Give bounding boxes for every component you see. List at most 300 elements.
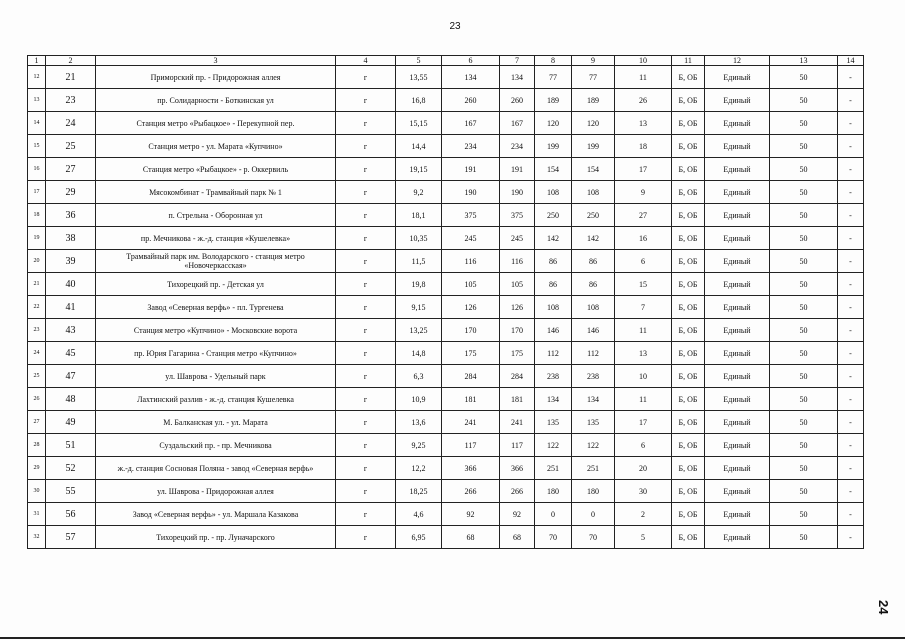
table-row xyxy=(28,319,864,342)
table-cell: 27 xyxy=(46,158,96,181)
table-cell: 142 xyxy=(535,227,572,250)
table-cell: Б, ОБ xyxy=(672,503,705,526)
table-cell: 18,1 xyxy=(396,204,442,227)
table-cell: 21 xyxy=(28,273,46,296)
table-cell: Б, ОБ xyxy=(672,89,705,112)
table-cell: Б, ОБ xyxy=(672,135,705,158)
table-cell: 6,3 xyxy=(396,365,442,388)
table-cell: 86 xyxy=(535,273,572,296)
table-cell: 266 xyxy=(500,480,535,503)
table-cell: 15,15 xyxy=(396,112,442,135)
table-cell: 5 xyxy=(615,526,672,549)
table-cell: 50 xyxy=(770,480,838,503)
table-cell: Единый xyxy=(705,457,770,480)
table-cell: г xyxy=(336,480,396,503)
table-cell: 23 xyxy=(28,319,46,342)
table-row xyxy=(28,158,864,181)
table-cell: 43 xyxy=(46,319,96,342)
table-cell: Тихорецкий пр. - Детская ул xyxy=(96,273,336,296)
table-cell: 86 xyxy=(572,250,615,273)
table-cell: 170 xyxy=(500,319,535,342)
table-cell: 21 xyxy=(46,66,96,89)
table-cell: 266 xyxy=(442,480,500,503)
table-cell: - xyxy=(838,319,864,342)
table-cell: 32 xyxy=(28,526,46,549)
table-cell: 260 xyxy=(500,89,535,112)
table-cell: г xyxy=(336,457,396,480)
table-cell: Б, ОБ xyxy=(672,181,705,204)
table-row xyxy=(28,411,864,434)
table-row xyxy=(28,342,864,365)
table-cell: г xyxy=(336,112,396,135)
table-cell: 135 xyxy=(572,411,615,434)
table-cell: - xyxy=(838,434,864,457)
table-cell: 284 xyxy=(500,365,535,388)
table-cell: г xyxy=(336,342,396,365)
table-cell: Б, ОБ xyxy=(672,480,705,503)
table-cell: 31 xyxy=(28,503,46,526)
table-cell: пр. Мечникова - ж.-д. станция «Кушелевка» xyxy=(96,227,336,250)
table-cell: - xyxy=(838,204,864,227)
table-cell: 47 xyxy=(46,365,96,388)
table-cell: 19,8 xyxy=(396,273,442,296)
column-number-row xyxy=(28,56,864,66)
table-cell: 375 xyxy=(442,204,500,227)
table-cell: Завод «Северная верфь» - пл. Тургенева xyxy=(96,296,336,319)
table-cell: - xyxy=(838,503,864,526)
table-cell: 50 xyxy=(770,296,838,319)
column-number-cell: 12 xyxy=(705,56,770,66)
table-cell: 13,25 xyxy=(396,319,442,342)
table-cell: 189 xyxy=(535,89,572,112)
table-cell: Завод «Северная верфь» - ул. Маршала Казакова xyxy=(96,503,336,526)
table-cell: г xyxy=(336,273,396,296)
table-cell: 51 xyxy=(46,434,96,457)
table-cell: Единый xyxy=(705,434,770,457)
table-cell: Б, ОБ xyxy=(672,388,705,411)
table-cell: 14,4 xyxy=(396,135,442,158)
table-cell: 11 xyxy=(615,66,672,89)
table-cell: 108 xyxy=(572,181,615,204)
table-cell: 77 xyxy=(535,66,572,89)
table-cell: 134 xyxy=(442,66,500,89)
table-cell: 116 xyxy=(500,250,535,273)
table-cell: 13 xyxy=(615,112,672,135)
table-cell: Б, ОБ xyxy=(672,273,705,296)
table-cell: 57 xyxy=(46,526,96,549)
table-cell: 11 xyxy=(615,319,672,342)
table-cell: 191 xyxy=(500,158,535,181)
table-cell: 234 xyxy=(500,135,535,158)
table-cell: 50 xyxy=(770,365,838,388)
table-cell: 50 xyxy=(770,434,838,457)
table-cell: г xyxy=(336,296,396,319)
table-cell: Б, ОБ xyxy=(672,66,705,89)
table-row xyxy=(28,66,864,89)
table-cell: 112 xyxy=(572,342,615,365)
table-cell: 175 xyxy=(500,342,535,365)
table-cell: 241 xyxy=(442,411,500,434)
table-cell: 50 xyxy=(770,135,838,158)
table-cell: 191 xyxy=(442,158,500,181)
table-row xyxy=(28,250,864,273)
table-cell: 92 xyxy=(442,503,500,526)
table-cell: 12,2 xyxy=(396,457,442,480)
table-cell: Единый xyxy=(705,89,770,112)
table-cell: Б, ОБ xyxy=(672,365,705,388)
table-cell: Единый xyxy=(705,112,770,135)
table-cell: Единый xyxy=(705,204,770,227)
table-cell: 190 xyxy=(500,181,535,204)
table-cell: 50 xyxy=(770,503,838,526)
table-cell: 167 xyxy=(500,112,535,135)
table-cell: 4,6 xyxy=(396,503,442,526)
table-cell: 29 xyxy=(46,181,96,204)
table-cell: - xyxy=(838,66,864,89)
table-cell: ул. Шаврова - Придорожная аллея xyxy=(96,480,336,503)
table-cell: 251 xyxy=(535,457,572,480)
table-cell: Единый xyxy=(705,319,770,342)
table-cell: 50 xyxy=(770,227,838,250)
table-cell: 175 xyxy=(442,342,500,365)
table-cell: 10,9 xyxy=(396,388,442,411)
table-cell: 116 xyxy=(442,250,500,273)
table-cell: г xyxy=(336,319,396,342)
table-cell: 13 xyxy=(615,342,672,365)
table-cell: 19 xyxy=(28,227,46,250)
table-cell: 26 xyxy=(615,89,672,112)
table-cell: 11,5 xyxy=(396,250,442,273)
table-cell: 180 xyxy=(572,480,615,503)
table-cell: 126 xyxy=(442,296,500,319)
table-cell: - xyxy=(838,112,864,135)
table-cell: 30 xyxy=(615,480,672,503)
table-cell: 181 xyxy=(442,388,500,411)
table-cell: Б, ОБ xyxy=(672,526,705,549)
table-cell: 70 xyxy=(535,526,572,549)
table-cell: - xyxy=(838,526,864,549)
table-cell: 55 xyxy=(46,480,96,503)
table-cell: Единый xyxy=(705,342,770,365)
table-cell: Б, ОБ xyxy=(672,204,705,227)
table-cell: г xyxy=(336,181,396,204)
table-cell: 134 xyxy=(572,388,615,411)
table-cell: 180 xyxy=(535,480,572,503)
column-number-cell: 14 xyxy=(838,56,864,66)
table-cell: 154 xyxy=(572,158,615,181)
column-number-cell: 5 xyxy=(396,56,442,66)
table-cell: 108 xyxy=(535,296,572,319)
table-cell: 68 xyxy=(442,526,500,549)
table-cell: 49 xyxy=(46,411,96,434)
table-cell: 120 xyxy=(572,112,615,135)
table-cell: - xyxy=(838,457,864,480)
table-cell: Станция метро «Рыбацкое» - р. Оккервиль xyxy=(96,158,336,181)
table-row xyxy=(28,388,864,411)
table-cell: Единый xyxy=(705,250,770,273)
table-cell: 50 xyxy=(770,526,838,549)
table-cell: 16 xyxy=(28,158,46,181)
table-cell: 170 xyxy=(442,319,500,342)
table-cell: 241 xyxy=(500,411,535,434)
table-cell: 50 xyxy=(770,66,838,89)
table-cell: - xyxy=(838,181,864,204)
table-cell: Единый xyxy=(705,503,770,526)
page-number: 23 xyxy=(449,21,461,32)
table-cell: Единый xyxy=(705,158,770,181)
table-row xyxy=(28,457,864,480)
table-cell: Б, ОБ xyxy=(672,411,705,434)
table-cell: Станция метро «Купчино» - Московские ворота xyxy=(96,319,336,342)
table-cell: 167 xyxy=(442,112,500,135)
table-cell: 251 xyxy=(572,457,615,480)
table-cell: 50 xyxy=(770,411,838,434)
table-cell: г xyxy=(336,135,396,158)
table-cell: 70 xyxy=(572,526,615,549)
table-cell: 112 xyxy=(535,342,572,365)
table-cell: Единый xyxy=(705,135,770,158)
column-number-cell: 6 xyxy=(442,56,500,66)
table-cell: 23 xyxy=(46,89,96,112)
table-cell: 122 xyxy=(572,434,615,457)
table-cell: 154 xyxy=(535,158,572,181)
table-cell: 18,25 xyxy=(396,480,442,503)
table-cell: 24 xyxy=(28,342,46,365)
table-cell: 9,25 xyxy=(396,434,442,457)
table-cell: 14 xyxy=(28,112,46,135)
table-cell: 50 xyxy=(770,89,838,112)
table-cell: Б, ОБ xyxy=(672,112,705,135)
table-cell: 146 xyxy=(535,319,572,342)
table-cell: 29 xyxy=(28,457,46,480)
table-cell: 68 xyxy=(500,526,535,549)
table-cell: 11 xyxy=(615,388,672,411)
table-cell: 50 xyxy=(770,388,838,411)
table-cell: 181 xyxy=(500,388,535,411)
table-cell: - xyxy=(838,365,864,388)
column-number-cell: 9 xyxy=(572,56,615,66)
table-cell: - xyxy=(838,227,864,250)
table-cell: 199 xyxy=(535,135,572,158)
table-cell: 234 xyxy=(442,135,500,158)
table-cell: г xyxy=(336,250,396,273)
table-row xyxy=(28,112,864,135)
table-cell: - xyxy=(838,388,864,411)
table-cell: Лахтинский разлив - ж.-д. станция Кушелевка xyxy=(96,388,336,411)
table-cell: М. Балканская ул. - ул. Марата xyxy=(96,411,336,434)
table-cell: 366 xyxy=(442,457,500,480)
table-body xyxy=(28,56,864,549)
table-cell: - xyxy=(838,296,864,319)
table-cell: Б, ОБ xyxy=(672,342,705,365)
table-cell: Единый xyxy=(705,411,770,434)
table-cell: 50 xyxy=(770,158,838,181)
table-cell: 14,8 xyxy=(396,342,442,365)
table-cell: 117 xyxy=(442,434,500,457)
table-cell: - xyxy=(838,250,864,273)
table-cell: 25 xyxy=(46,135,96,158)
table-cell: 24 xyxy=(46,112,96,135)
table-cell: Единый xyxy=(705,526,770,549)
table-cell: 86 xyxy=(572,273,615,296)
table-row xyxy=(28,480,864,503)
table-cell: 27 xyxy=(28,411,46,434)
table-cell: 250 xyxy=(572,204,615,227)
table-cell: 13,6 xyxy=(396,411,442,434)
table-cell: 15 xyxy=(615,273,672,296)
table-cell: 189 xyxy=(572,89,615,112)
handwritten-page-mark: 24 xyxy=(876,600,891,615)
table-cell: - xyxy=(838,158,864,181)
table-cell: 6,95 xyxy=(396,526,442,549)
table-cell: Приморский пр. - Придорожная аллея xyxy=(96,66,336,89)
table-row xyxy=(28,434,864,457)
table-cell: Б, ОБ xyxy=(672,296,705,319)
table-cell: 28 xyxy=(28,434,46,457)
table-row xyxy=(28,89,864,112)
table-cell: г xyxy=(336,158,396,181)
table-cell: 142 xyxy=(572,227,615,250)
table-cell: 92 xyxy=(500,503,535,526)
table-cell: Единый xyxy=(705,365,770,388)
table-cell: - xyxy=(838,480,864,503)
table-cell: 126 xyxy=(500,296,535,319)
table-cell: г xyxy=(336,204,396,227)
table-cell: Мясокомбинат - Трамвайный парк № 1 xyxy=(96,181,336,204)
table-cell: 18 xyxy=(615,135,672,158)
table-cell: Единый xyxy=(705,227,770,250)
table-cell: Суздальский пр. - пр. Мечникова xyxy=(96,434,336,457)
routes-table xyxy=(27,55,864,549)
table-cell: 48 xyxy=(46,388,96,411)
table-cell: Станция метро - ул. Марата «Купчино» xyxy=(96,135,336,158)
table-cell: г xyxy=(336,526,396,549)
table-row xyxy=(28,227,864,250)
table-cell: 10,35 xyxy=(396,227,442,250)
table-cell: г xyxy=(336,365,396,388)
table-cell: 0 xyxy=(535,503,572,526)
column-number-cell: 1 xyxy=(28,56,46,66)
table-cell: 22 xyxy=(28,296,46,319)
table-cell: пр. Юрия Гагарина - Станция метро «Купчино» xyxy=(96,342,336,365)
table-row xyxy=(28,365,864,388)
table-cell: 199 xyxy=(572,135,615,158)
table-cell: 134 xyxy=(535,388,572,411)
table-row xyxy=(28,273,864,296)
column-number-cell: 8 xyxy=(535,56,572,66)
table-cell: Трамвайный парк им. Володарского - станция метро «Новочеркасская» xyxy=(96,250,336,273)
table-cell: 77 xyxy=(572,66,615,89)
column-number-cell: 11 xyxy=(672,56,705,66)
table-cell: 7 xyxy=(615,296,672,319)
table-cell: 13 xyxy=(28,89,46,112)
table-cell: 366 xyxy=(500,457,535,480)
table-cell: 20 xyxy=(28,250,46,273)
table-cell: 41 xyxy=(46,296,96,319)
table-cell: 117 xyxy=(500,434,535,457)
table-cell: г xyxy=(336,227,396,250)
table-row xyxy=(28,503,864,526)
table-row xyxy=(28,526,864,549)
table-cell: - xyxy=(838,411,864,434)
table-cell: - xyxy=(838,273,864,296)
table-cell: 86 xyxy=(535,250,572,273)
table-cell: Б, ОБ xyxy=(672,434,705,457)
table-cell: Тихорецкий пр. - пр. Луначарского xyxy=(96,526,336,549)
table-cell: 18 xyxy=(28,204,46,227)
table-cell: 108 xyxy=(535,181,572,204)
table-cell: 56 xyxy=(46,503,96,526)
table-cell: 284 xyxy=(442,365,500,388)
table-cell: - xyxy=(838,89,864,112)
column-number-cell: 10 xyxy=(615,56,672,66)
table-row xyxy=(28,296,864,319)
table-cell: Б, ОБ xyxy=(672,319,705,342)
table-cell: 108 xyxy=(572,296,615,319)
table-cell: пр. Солидарности - Боткинская ул xyxy=(96,89,336,112)
table-cell: 10 xyxy=(615,365,672,388)
table-cell: 375 xyxy=(500,204,535,227)
table-cell: 134 xyxy=(500,66,535,89)
table-cell: Станция метро «Рыбацкое» - Перекупной пер. xyxy=(96,112,336,135)
table-cell: Единый xyxy=(705,66,770,89)
table-cell: - xyxy=(838,342,864,365)
table-cell: 40 xyxy=(46,273,96,296)
table-cell: 16,8 xyxy=(396,89,442,112)
table-cell: 105 xyxy=(442,273,500,296)
table-cell: Единый xyxy=(705,181,770,204)
table-cell: 52 xyxy=(46,457,96,480)
table-cell: 20 xyxy=(615,457,672,480)
column-number-cell: 7 xyxy=(500,56,535,66)
table-cell: 238 xyxy=(572,365,615,388)
table-cell: г xyxy=(336,411,396,434)
table-cell: п. Стрельна - Оборонная ул xyxy=(96,204,336,227)
table-cell: 245 xyxy=(442,227,500,250)
table-cell: г xyxy=(336,503,396,526)
table-cell: - xyxy=(838,135,864,158)
table-cell: 105 xyxy=(500,273,535,296)
table-cell: ул. Шаврова - Удельный парк xyxy=(96,365,336,388)
table-cell: Единый xyxy=(705,273,770,296)
table-cell: 12 xyxy=(28,66,46,89)
table-cell: 17 xyxy=(615,411,672,434)
table-cell: г xyxy=(336,434,396,457)
table-cell: ж.-д. станция Сосновая Поляна - завод «Северная верфь» xyxy=(96,457,336,480)
table-cell: 50 xyxy=(770,204,838,227)
table-cell: 120 xyxy=(535,112,572,135)
table-cell: 135 xyxy=(535,411,572,434)
table-cell: 146 xyxy=(572,319,615,342)
table-cell: 36 xyxy=(46,204,96,227)
table-cell: 9 xyxy=(615,181,672,204)
bottom-border-line xyxy=(0,637,905,639)
table-cell: 50 xyxy=(770,342,838,365)
table-cell: 50 xyxy=(770,181,838,204)
table-cell: 13,55 xyxy=(396,66,442,89)
table-cell: Единый xyxy=(705,388,770,411)
table-row xyxy=(28,204,864,227)
table-row xyxy=(28,135,864,158)
table-cell: 122 xyxy=(535,434,572,457)
column-number-cell: 2 xyxy=(46,56,96,66)
table-cell: 9,2 xyxy=(396,181,442,204)
table-cell: 6 xyxy=(615,434,672,457)
table-cell: 50 xyxy=(770,112,838,135)
column-number-cell: 4 xyxy=(336,56,396,66)
column-number-cell: 3 xyxy=(96,56,336,66)
table-cell: 50 xyxy=(770,273,838,296)
